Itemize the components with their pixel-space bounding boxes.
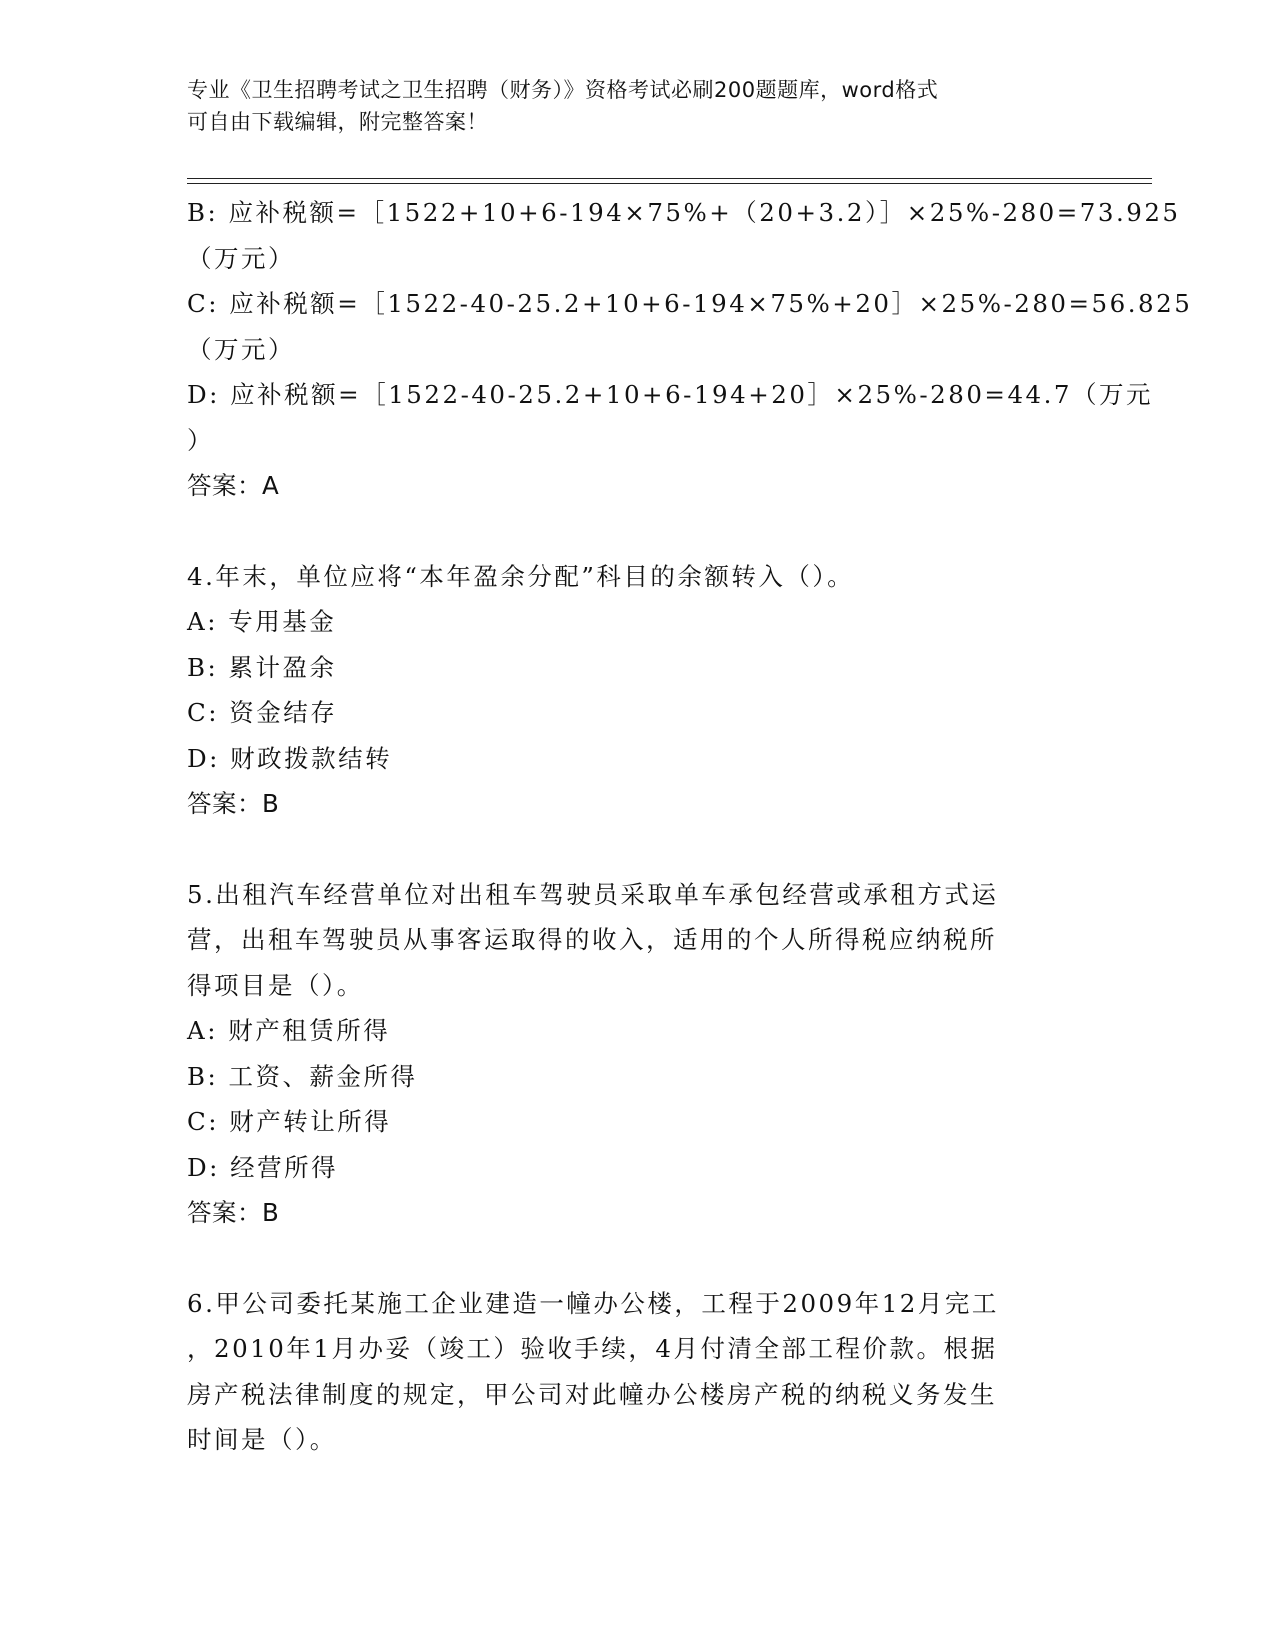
q5-stem-line-3: 得项目是（）。 xyxy=(187,970,364,1000)
question-3 xyxy=(187,190,1193,509)
document-body xyxy=(187,190,1193,1463)
spacer xyxy=(187,1236,1077,1281)
q5-answer: 答案：B xyxy=(187,1198,280,1227)
q3-option-b-line-1: B: 应补税额=［1522+10+6-194×75%+（20+3.2）］×25%-280=73.925 xyxy=(187,198,1181,227)
q5-option-a: A: 财产租赁所得 xyxy=(187,1016,391,1045)
q4-option-b: B: 累计盈余 xyxy=(187,652,337,682)
document-header xyxy=(187,74,1067,138)
q4-answer: 答案：B xyxy=(187,789,280,818)
header-divider-bottom xyxy=(187,183,1152,184)
q3-option-d-line-2: ） xyxy=(187,425,214,455)
question-4 xyxy=(187,554,1077,827)
header-divider-top xyxy=(187,178,1152,179)
q5-option-b: B: 工资、薪金所得 xyxy=(187,1061,418,1091)
q6-stem-line-1: 6.甲公司委托某施工企业建造一幢办公楼，工程于2009年12月完工 xyxy=(187,1288,999,1318)
q4-option-d: D: 财政拨款结转 xyxy=(187,743,393,773)
q3-option-d-line-1: D: 应补税额=［1522-40-25.2+10+6-194+20］×25%-280=44.7（万元 xyxy=(187,380,1154,409)
header-line-1: 专业《卫生招聘考试之卫生招聘（财务）》资格考试必刷200题题库，word格式 xyxy=(187,78,939,102)
q3-option-b-line-2: （万元） xyxy=(187,243,295,273)
q5-option-c: C: 财产转让所得 xyxy=(187,1107,392,1136)
q4-option-c: C: 资金结存 xyxy=(187,698,338,727)
q3-answer: 答案：A xyxy=(187,471,280,500)
header-line-2: 可自由下载编辑，附完整答案！ xyxy=(187,110,488,134)
q5-stem-line-2: 营，出租车驾驶员从事客运取得的收入，适用的个人所得税应纳税所 xyxy=(187,925,997,954)
q3-option-c-line-2: （万元） xyxy=(187,334,295,364)
q5-stem-line-1: 5.出租汽车经营单位对出租车驾驶员采取单车承包经营或承租方式运 xyxy=(187,879,999,909)
spacer xyxy=(187,827,1077,872)
q3-option-c-line-1: C: 应补税额=［1522-40-25.2+10+6-194×75%+20］×25%-280=56.825 xyxy=(187,289,1193,318)
q6-stem-line-3: 房产税法律制度的规定，甲公司对此幢办公楼房产税的纳税义务发生 xyxy=(187,1379,997,1409)
q4-option-a: A: 专用基金 xyxy=(187,607,337,636)
q6-stem-line-2: ，2010年1月办妥（竣工）验收手续，4月付清全部工程价款。根据 xyxy=(187,1334,998,1363)
q4-stem: 4.年末，单位应将“本年盈余分配”科目的余额转入（）。 xyxy=(187,561,855,591)
q5-option-d: D: 经营所得 xyxy=(187,1152,339,1182)
spacer xyxy=(187,509,1077,554)
question-5 xyxy=(187,872,1077,1236)
question-6 xyxy=(187,1281,1077,1463)
q6-stem-line-4: 时间是（）。 xyxy=(187,1425,337,1454)
